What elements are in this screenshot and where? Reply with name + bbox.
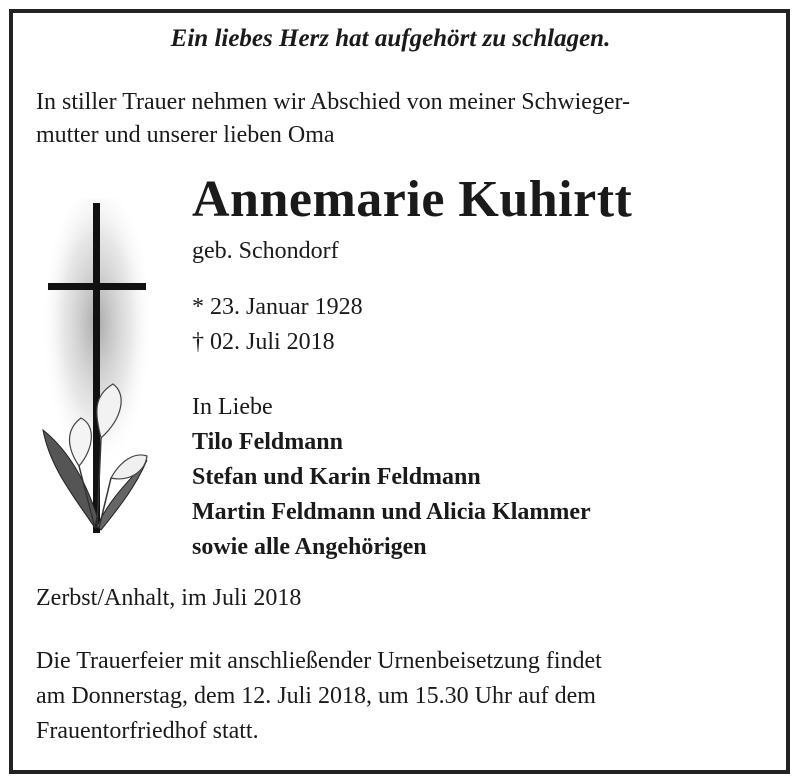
notice-line: Frauentorfriedhof statt. [36, 718, 259, 744]
mourner-name: sowie alle Angehörigen [192, 534, 427, 560]
notice-line: Die Trauerfeier mit anschließender Urnenbeisetzung findet [36, 648, 602, 674]
mourner-name: Stefan und Karin Feldmann [192, 464, 481, 490]
mourner-name: Martin Feldmann und Alicia Klammer [192, 499, 591, 525]
birth-date: * 23. Januar 1928 [192, 294, 363, 320]
funeral-notice [36, 644, 768, 749]
mourners-intro: In Liebe [192, 394, 273, 420]
place-date: Zerbst/Anhalt, im Juli 2018 [36, 585, 302, 611]
death-date: † 02. Juli 2018 [192, 329, 335, 355]
life-dates [192, 290, 363, 360]
deceased-name: Annemarie Kuhirtt [192, 171, 633, 228]
mourner-name: Tilo Feldmann [192, 429, 343, 455]
motto: Ein liebes Herz hat aufgehört zu schlagen. [170, 25, 611, 52]
intro-line: In stiller Trauer nehmen wir Abschied von meiner Schwieger- [36, 89, 631, 115]
cross-with-lilies-icon [35, 198, 155, 543]
mourners-list [192, 390, 591, 565]
birth-name: geb. Schondorf [192, 238, 339, 264]
intro-text [36, 86, 768, 152]
intro-line: mutter und unserer lieben Oma [36, 122, 335, 148]
notice-line: am Donnerstag, dem 12. Juli 2018, um 15.30 Uhr auf dem [36, 683, 596, 709]
